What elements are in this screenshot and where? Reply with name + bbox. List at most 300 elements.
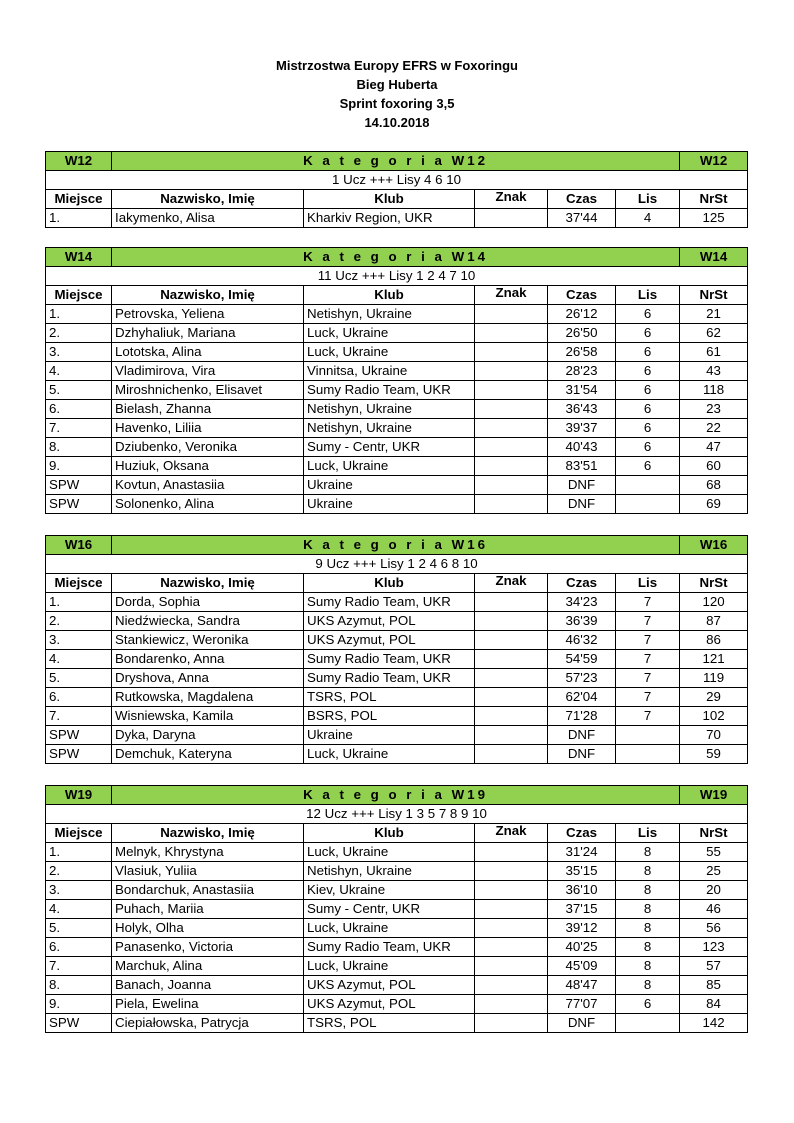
document-header (0, 56, 794, 132)
category-table-w16 (45, 535, 747, 764)
cell-lis: 8 (616, 957, 680, 976)
cell-place: 9. (46, 457, 112, 476)
cell-name: Iakymenko, Alisa (112, 209, 304, 228)
cell-znak (475, 900, 548, 919)
table-row (46, 976, 748, 995)
col-header-znak: Znak (475, 824, 548, 843)
cell-place: 5. (46, 381, 112, 400)
cell-lis: 7 (616, 612, 680, 631)
table-row (46, 457, 748, 476)
cell-place: 6. (46, 688, 112, 707)
cell-lis: 7 (616, 669, 680, 688)
cell-club: Sumy Radio Team, UKR (304, 650, 475, 669)
cell-name: Niedźwiecka, Sandra (112, 612, 304, 631)
cell-znak (475, 438, 548, 457)
cell-time: 26'58 (548, 343, 616, 362)
cell-place: SPW (46, 476, 112, 495)
cell-znak (475, 669, 548, 688)
cell-nrst: 118 (680, 381, 748, 400)
cell-place: SPW (46, 1014, 112, 1033)
cell-name: Bondarchuk, Anastasiia (112, 881, 304, 900)
cell-nrst: 23 (680, 400, 748, 419)
cell-name: Havenko, Liliia (112, 419, 304, 438)
table-row (46, 495, 748, 514)
col-header-lis: Lis (616, 574, 680, 593)
cell-nrst: 20 (680, 881, 748, 900)
category-code-left: W12 (46, 152, 112, 171)
cell-nrst: 57 (680, 957, 748, 976)
cell-place: 8. (46, 976, 112, 995)
cell-name: Dorda, Sophia (112, 593, 304, 612)
cell-club: TSRS, POL (304, 688, 475, 707)
table-row (46, 669, 748, 688)
cell-znak (475, 343, 548, 362)
cell-nrst: 125 (680, 209, 748, 228)
event-subtitle: Bieg Huberta (356, 77, 438, 92)
cell-time: 77'07 (548, 995, 616, 1014)
cell-place: 7. (46, 707, 112, 726)
table-row (46, 362, 748, 381)
cell-name: Panasenko, Victoria (112, 938, 304, 957)
table-row (46, 1014, 748, 1033)
col-header-miejsce: Miejsce (46, 574, 112, 593)
cell-lis (616, 745, 680, 764)
table-row (46, 324, 748, 343)
cell-name: Ciepiałowska, Patrycja (112, 1014, 304, 1033)
cell-club: Sumy Radio Team, UKR (304, 938, 475, 957)
cell-nrst: 22 (680, 419, 748, 438)
table-row (46, 995, 748, 1014)
cell-nrst: 55 (680, 843, 748, 862)
cell-znak (475, 843, 548, 862)
cell-lis: 6 (616, 400, 680, 419)
cell-name: Huziuk, Oksana (112, 457, 304, 476)
cell-time: 36'10 (548, 881, 616, 900)
cell-club: Netishyn, Ukraine (304, 400, 475, 419)
cell-name: Marchuk, Alina (112, 957, 304, 976)
cell-place: SPW (46, 495, 112, 514)
cell-znak (475, 305, 548, 324)
col-header-miejsce: Miejsce (46, 286, 112, 305)
cell-znak (475, 938, 548, 957)
table-row (46, 381, 748, 400)
cell-place: 5. (46, 919, 112, 938)
cell-place: 1. (46, 843, 112, 862)
table-row (46, 593, 748, 612)
cell-name: Miroshnichenko, Elisavet (112, 381, 304, 400)
cell-club: Ukraine (304, 726, 475, 745)
cell-znak (475, 1014, 548, 1033)
cell-club: Sumy - Centr, UKR (304, 900, 475, 919)
col-header-nrst: NrSt (680, 824, 748, 843)
cell-znak (475, 419, 548, 438)
cell-znak (475, 707, 548, 726)
table-row (46, 745, 748, 764)
cell-time: 83'51 (548, 457, 616, 476)
cell-nrst: 59 (680, 745, 748, 764)
cell-time: 34'23 (548, 593, 616, 612)
col-header-lis: Lis (616, 286, 680, 305)
cell-name: Dziubenko, Veronika (112, 438, 304, 457)
cell-znak (475, 688, 548, 707)
table-row (46, 688, 748, 707)
cell-time: 28'23 (548, 362, 616, 381)
col-header-name: Nazwisko, Imię (112, 286, 304, 305)
cell-nrst: 60 (680, 457, 748, 476)
cell-time: 71'28 (548, 707, 616, 726)
cell-place: 2. (46, 612, 112, 631)
cell-lis: 7 (616, 631, 680, 650)
cell-time: 39'12 (548, 919, 616, 938)
col-header-czas: Czas (548, 824, 616, 843)
cell-place: 1. (46, 305, 112, 324)
cell-lis: 7 (616, 688, 680, 707)
table-row (46, 707, 748, 726)
results-table (45, 785, 748, 1033)
table-row (46, 726, 748, 745)
cell-znak (475, 457, 548, 476)
cell-nrst: 21 (680, 305, 748, 324)
cell-place: 4. (46, 362, 112, 381)
cell-nrst: 84 (680, 995, 748, 1014)
col-header-czas: Czas (548, 574, 616, 593)
category-code-left: W19 (46, 786, 112, 805)
table-row (46, 343, 748, 362)
category-info: 9 Ucz +++ Lisy 1 2 4 6 8 10 (46, 555, 748, 574)
cell-nrst: 29 (680, 688, 748, 707)
cell-club: Sumy Radio Team, UKR (304, 593, 475, 612)
cell-club: Luck, Ukraine (304, 957, 475, 976)
category-code-right: W14 (680, 248, 748, 267)
cell-lis (616, 1014, 680, 1033)
col-header-znak: Znak (475, 574, 548, 593)
cell-znak (475, 324, 548, 343)
cell-time: 36'43 (548, 400, 616, 419)
cell-znak (475, 209, 548, 228)
cell-znak (475, 593, 548, 612)
cell-time: 54'59 (548, 650, 616, 669)
cell-club: Netishyn, Ukraine (304, 862, 475, 881)
category-info: 11 Ucz +++ Lisy 1 2 4 7 10 (46, 267, 748, 286)
table-row (46, 209, 748, 228)
table-row (46, 631, 748, 650)
cell-time: 37'15 (548, 900, 616, 919)
results-table (45, 535, 748, 764)
cell-nrst: 47 (680, 438, 748, 457)
cell-club: Vinnitsa, Ukraine (304, 362, 475, 381)
cell-time: DNF (548, 476, 616, 495)
cell-place: 5. (46, 669, 112, 688)
cell-time: 36'39 (548, 612, 616, 631)
cell-time: 48'47 (548, 976, 616, 995)
cell-lis: 8 (616, 900, 680, 919)
cell-time: 31'24 (548, 843, 616, 862)
cell-nrst: 61 (680, 343, 748, 362)
cell-nrst: 120 (680, 593, 748, 612)
cell-lis: 7 (616, 593, 680, 612)
table-row (46, 919, 748, 938)
cell-club: Luck, Ukraine (304, 843, 475, 862)
category-table-w19 (45, 785, 747, 1033)
cell-name: Dyka, Daryna (112, 726, 304, 745)
cell-club: Sumy Radio Team, UKR (304, 669, 475, 688)
col-header-name: Nazwisko, Imię (112, 824, 304, 843)
cell-name: Vladimirova, Vira (112, 362, 304, 381)
col-header-znak: Znak (475, 190, 548, 209)
cell-club: Luck, Ukraine (304, 745, 475, 764)
cell-nrst: 46 (680, 900, 748, 919)
cell-club: Luck, Ukraine (304, 324, 475, 343)
cell-time: DNF (548, 726, 616, 745)
table-row (46, 438, 748, 457)
col-header-klub: Klub (304, 286, 475, 305)
table-row (46, 900, 748, 919)
table-row (46, 476, 748, 495)
category-title: K a t e g o r i a W12 (112, 152, 680, 171)
table-row (46, 881, 748, 900)
cell-time: 40'25 (548, 938, 616, 957)
cell-lis: 6 (616, 419, 680, 438)
cell-time: DNF (548, 1014, 616, 1033)
cell-znak (475, 957, 548, 976)
table-row (46, 400, 748, 419)
col-header-klub: Klub (304, 190, 475, 209)
cell-name: Banach, Joanna (112, 976, 304, 995)
col-header-klub: Klub (304, 574, 475, 593)
cell-place: 1. (46, 593, 112, 612)
table-row (46, 862, 748, 881)
cell-nrst: 87 (680, 612, 748, 631)
cell-club: Kiev, Ukraine (304, 881, 475, 900)
cell-znak (475, 612, 548, 631)
cell-name: Melnyk, Khrystyna (112, 843, 304, 862)
cell-club: Sumy - Centr, UKR (304, 438, 475, 457)
table-row (46, 957, 748, 976)
cell-club: Sumy Radio Team, UKR (304, 381, 475, 400)
cell-nrst: 142 (680, 1014, 748, 1033)
cell-name: Puhach, Mariia (112, 900, 304, 919)
cell-place: SPW (46, 745, 112, 764)
cell-znak (475, 976, 548, 995)
cell-nrst: 69 (680, 495, 748, 514)
table-row (46, 305, 748, 324)
cell-place: 6. (46, 938, 112, 957)
cell-time: 31'54 (548, 381, 616, 400)
cell-name: Dzhyhaliuk, Mariana (112, 324, 304, 343)
cell-club: BSRS, POL (304, 707, 475, 726)
cell-name: Rutkowska, Magdalena (112, 688, 304, 707)
cell-nrst: 56 (680, 919, 748, 938)
col-header-klub: Klub (304, 824, 475, 843)
category-code-right: W12 (680, 152, 748, 171)
category-info: 1 Ucz +++ Lisy 4 6 10 (46, 171, 748, 190)
col-header-lis: Lis (616, 824, 680, 843)
cell-znak (475, 745, 548, 764)
cell-name: Petrovska, Yeliena (112, 305, 304, 324)
cell-club: TSRS, POL (304, 1014, 475, 1033)
cell-place: 2. (46, 324, 112, 343)
cell-name: Stankiewicz, Weronika (112, 631, 304, 650)
event-name: Sprint foxoring 3,5 (339, 96, 455, 111)
cell-nrst: 119 (680, 669, 748, 688)
cell-name: Demchuk, Kateryna (112, 745, 304, 764)
cell-time: 57'23 (548, 669, 616, 688)
cell-lis: 6 (616, 995, 680, 1014)
cell-lis (616, 495, 680, 514)
col-header-znak: Znak (475, 286, 548, 305)
col-header-nrst: NrSt (680, 286, 748, 305)
cell-time: 39'37 (548, 419, 616, 438)
cell-lis: 8 (616, 862, 680, 881)
cell-nrst: 25 (680, 862, 748, 881)
cell-place: 1. (46, 209, 112, 228)
cell-name: Kovtun, Anastasiia (112, 476, 304, 495)
cell-place: 8. (46, 438, 112, 457)
cell-time: DNF (548, 495, 616, 514)
cell-club: UKS Azymut, POL (304, 995, 475, 1014)
cell-time: 26'50 (548, 324, 616, 343)
cell-club: Luck, Ukraine (304, 919, 475, 938)
cell-name: Bielash, Zhanna (112, 400, 304, 419)
col-header-miejsce: Miejsce (46, 824, 112, 843)
col-header-miejsce: Miejsce (46, 190, 112, 209)
category-title: K a t e g o r i a W19 (112, 786, 680, 805)
cell-znak (475, 726, 548, 745)
cell-place: SPW (46, 726, 112, 745)
table-row (46, 612, 748, 631)
col-header-nrst: NrSt (680, 190, 748, 209)
category-table-w12 (45, 151, 747, 228)
cell-znak (475, 631, 548, 650)
cell-lis: 6 (616, 343, 680, 362)
category-table-w14 (45, 247, 747, 514)
cell-club: Luck, Ukraine (304, 343, 475, 362)
cell-znak (475, 381, 548, 400)
cell-znak (475, 881, 548, 900)
cell-club: Kharkiv Region, UKR (304, 209, 475, 228)
cell-club: Netishyn, Ukraine (304, 419, 475, 438)
col-header-nrst: NrSt (680, 574, 748, 593)
cell-name: Vlasiuk, Yuliia (112, 862, 304, 881)
cell-znak (475, 650, 548, 669)
cell-lis: 7 (616, 707, 680, 726)
col-header-name: Nazwisko, Imię (112, 574, 304, 593)
cell-club: UKS Azymut, POL (304, 612, 475, 631)
cell-place: 3. (46, 881, 112, 900)
cell-lis: 8 (616, 976, 680, 995)
cell-club: Netishyn, Ukraine (304, 305, 475, 324)
cell-znak (475, 862, 548, 881)
category-title: K a t e g o r i a W14 (112, 248, 680, 267)
cell-nrst: 86 (680, 631, 748, 650)
cell-lis: 6 (616, 457, 680, 476)
cell-place: 2. (46, 862, 112, 881)
cell-name: Holyk, Olha (112, 919, 304, 938)
cell-lis: 8 (616, 881, 680, 900)
cell-time: 46'32 (548, 631, 616, 650)
cell-name: Lototska, Alina (112, 343, 304, 362)
col-header-name: Nazwisko, Imię (112, 190, 304, 209)
cell-name: Wisniewska, Kamila (112, 707, 304, 726)
category-title: K a t e g o r i a W16 (112, 536, 680, 555)
cell-place: 3. (46, 343, 112, 362)
cell-lis: 6 (616, 362, 680, 381)
cell-lis (616, 476, 680, 495)
cell-club: Ukraine (304, 476, 475, 495)
category-info: 12 Ucz +++ Lisy 1 3 5 7 8 9 10 (46, 805, 748, 824)
cell-time: 45'09 (548, 957, 616, 976)
cell-nrst: 102 (680, 707, 748, 726)
cell-club: UKS Azymut, POL (304, 631, 475, 650)
col-header-lis: Lis (616, 190, 680, 209)
cell-place: 3. (46, 631, 112, 650)
event-title: Mistrzostwa Europy EFRS w Foxoringu (276, 58, 518, 73)
cell-nrst: 62 (680, 324, 748, 343)
cell-lis: 6 (616, 305, 680, 324)
cell-time: DNF (548, 745, 616, 764)
cell-name: Bondarenko, Anna (112, 650, 304, 669)
cell-place: 9. (46, 995, 112, 1014)
cell-znak (475, 995, 548, 1014)
cell-place: 6. (46, 400, 112, 419)
cell-znak (475, 495, 548, 514)
cell-club: Luck, Ukraine (304, 457, 475, 476)
cell-znak (475, 476, 548, 495)
cell-nrst: 43 (680, 362, 748, 381)
cell-nrst: 70 (680, 726, 748, 745)
cell-lis (616, 726, 680, 745)
cell-name: Solonenko, Alina (112, 495, 304, 514)
category-code-left: W16 (46, 536, 112, 555)
table-row (46, 650, 748, 669)
cell-club: Ukraine (304, 495, 475, 514)
cell-nrst: 68 (680, 476, 748, 495)
cell-time: 40'43 (548, 438, 616, 457)
cell-lis: 8 (616, 843, 680, 862)
table-row (46, 843, 748, 862)
cell-name: Piela, Ewelina (112, 995, 304, 1014)
results-table (45, 247, 748, 514)
cell-place: 7. (46, 419, 112, 438)
event-date: 14.10.2018 (364, 115, 430, 130)
cell-time: 35'15 (548, 862, 616, 881)
cell-time: 62'04 (548, 688, 616, 707)
cell-lis: 6 (616, 381, 680, 400)
cell-place: 4. (46, 650, 112, 669)
cell-znak (475, 919, 548, 938)
cell-nrst: 123 (680, 938, 748, 957)
category-code-right: W16 (680, 536, 748, 555)
cell-lis: 6 (616, 438, 680, 457)
cell-place: 7. (46, 957, 112, 976)
results-table (45, 151, 748, 228)
cell-place: 4. (46, 900, 112, 919)
col-header-czas: Czas (548, 286, 616, 305)
cell-lis: 8 (616, 919, 680, 938)
cell-lis: 6 (616, 324, 680, 343)
cell-lis: 7 (616, 650, 680, 669)
table-row (46, 938, 748, 957)
cell-nrst: 85 (680, 976, 748, 995)
category-code-right: W19 (680, 786, 748, 805)
cell-znak (475, 362, 548, 381)
category-code-left: W14 (46, 248, 112, 267)
cell-znak (475, 400, 548, 419)
cell-lis: 4 (616, 209, 680, 228)
cell-name: Dryshova, Anna (112, 669, 304, 688)
table-row (46, 419, 748, 438)
cell-lis: 8 (616, 938, 680, 957)
